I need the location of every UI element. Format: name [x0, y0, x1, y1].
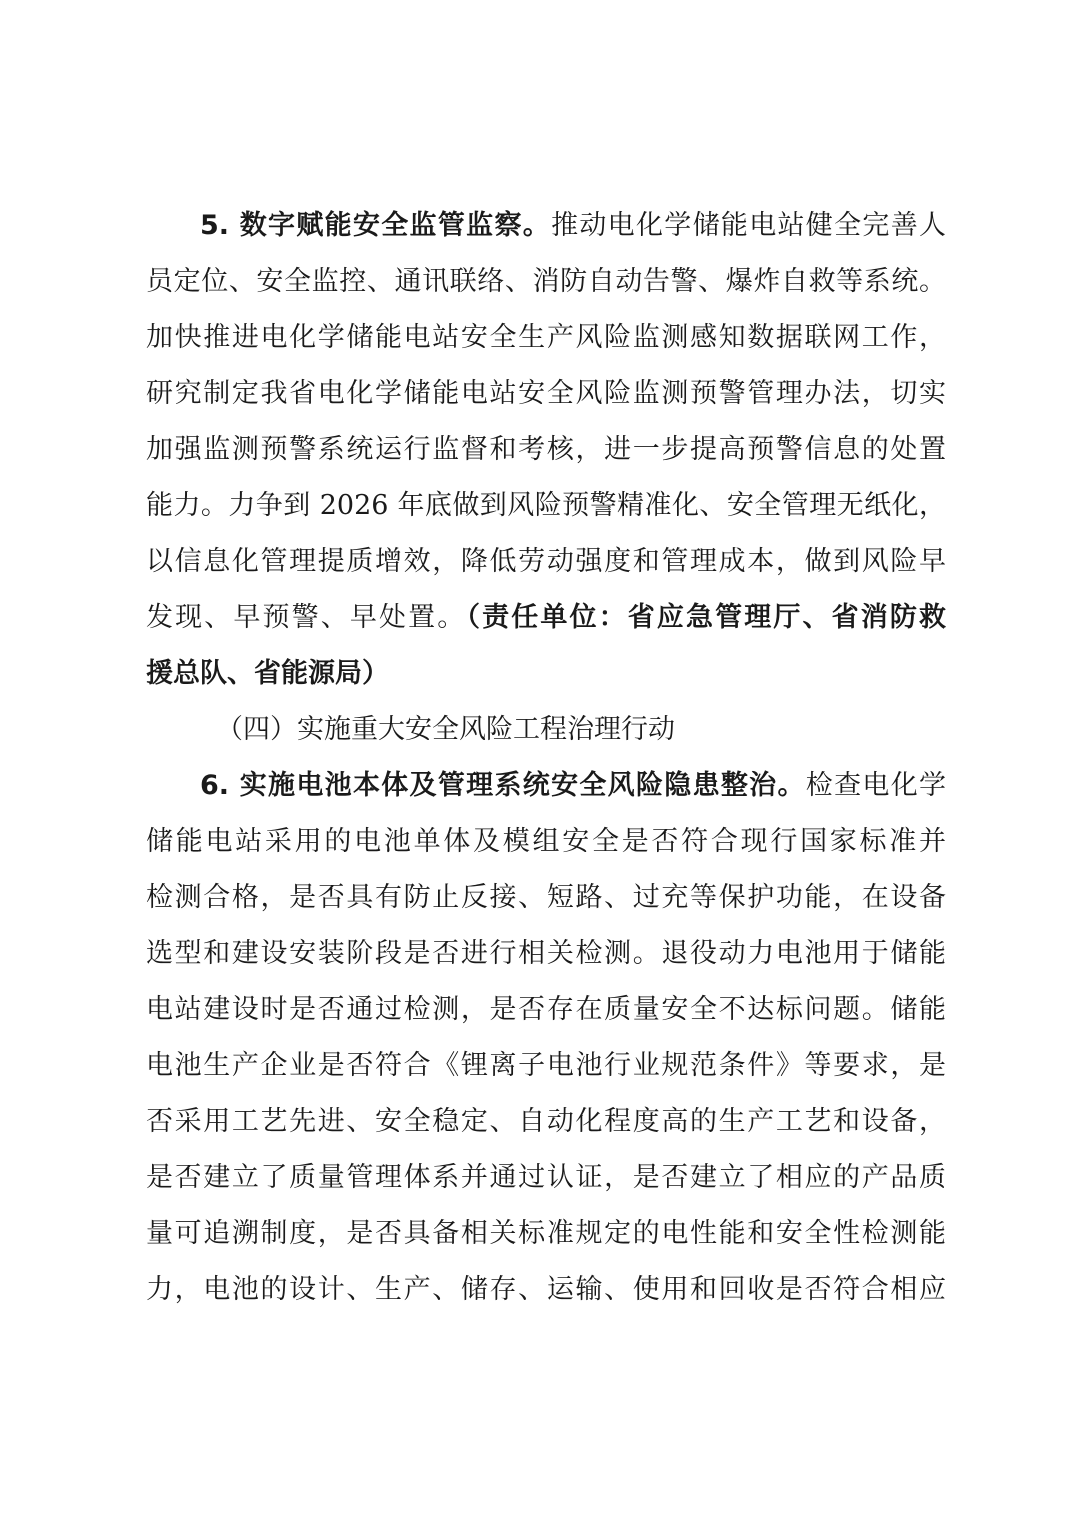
item6-line-5: 电站建设时是否通过检测，是否存在质量安全不达标问题。储能	[146, 994, 946, 1025]
item5-line-4: 研究制定我省电化学储能电站安全风险监测预警管理办法，切实	[146, 378, 946, 409]
item5-responsibility-2: 援总队、省能源局）	[146, 658, 389, 689]
item6-line-9: 量可追溯制度，是否具备相关标准规定的电性能和安全性检测能	[146, 1218, 946, 1249]
item5-text: 推动电化学储能电站健全完善人	[551, 210, 946, 241]
item5-text-end: 发现、早预警、早处置。	[146, 602, 467, 633]
item5-line-5: 加强监测预警系统运行监督和考核，进一步提高预警信息的处置	[146, 434, 946, 465]
item5-line-1	[200, 206, 946, 246]
item5-line-7: 以信息化管理提质增效，降低劳动强度和管理成本，做到风险早	[146, 546, 946, 577]
item6-line-7: 否采用工艺先进、安全稳定、自动化程度高的生产工艺和设备，	[146, 1106, 946, 1137]
item5-line-8	[146, 598, 946, 638]
item6-line-1	[200, 766, 946, 806]
section4-heading: （四）实施重大安全风险工程治理行动	[216, 714, 675, 745]
item6-line-10: 力，电池的设计、生产、储存、运输、使用和回收是否符合相应	[146, 1274, 946, 1305]
item6-line-3: 检测合格，是否具有防止反接、短路、过充等保护功能，在设备	[146, 882, 946, 913]
item5-line-6: 能力。力争到 2026 年底做到风险预警精准化、安全管理无纸化，	[146, 490, 946, 521]
item6-line-4: 选型和建设安装阶段是否进行相关检测。退役动力电池用于储能	[146, 938, 946, 969]
item5-title: 5. 数字赋能安全监管监察。	[200, 210, 552, 241]
item6-title: 6. 实施电池本体及管理系统安全风险隐患整治。	[200, 770, 806, 801]
item5-line-2: 员定位、安全监控、通讯联络、消防自动告警、爆炸自救等系统。	[146, 266, 946, 297]
item5-responsibility-1: （责任单位：省应急管理厅、省消防救	[466, 602, 946, 633]
item6-line-6: 电池生产企业是否符合《锂离子电池行业规范条件》等要求，是	[146, 1050, 946, 1081]
item6-line-2: 储能电站采用的电池单体及模组安全是否符合现行国家标准并	[146, 826, 946, 857]
item5-line-3: 加快推进电化学储能电站安全生产风险监测感知数据联网工作，	[146, 322, 946, 353]
item6-text: 检查电化学	[805, 770, 946, 801]
item6-line-8: 是否建立了质量管理体系并通过认证，是否建立了相应的产品质	[146, 1162, 946, 1193]
